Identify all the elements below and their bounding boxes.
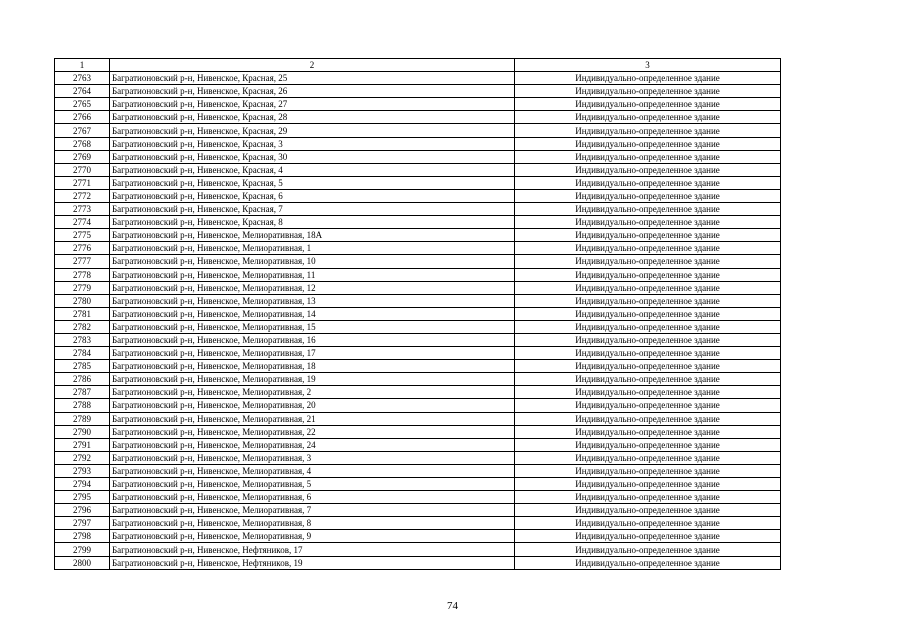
address-cell: Багратионовский р-н, Нивенское, Мелиоративная, 12 xyxy=(110,281,515,294)
object-type-cell: Индивидуально-определенное здание xyxy=(515,242,781,255)
object-type-cell: Индивидуально-определенное здание xyxy=(515,386,781,399)
object-type-cell: Индивидуально-определенное здание xyxy=(515,294,781,307)
page-number: 74 xyxy=(447,600,458,612)
row-number: 2779 xyxy=(55,281,110,294)
table-row xyxy=(55,517,781,530)
table-row xyxy=(55,137,781,150)
column-header-1: 1 xyxy=(55,59,110,72)
object-type-cell: Индивидуально-определенное здание xyxy=(515,478,781,491)
row-number: 2765 xyxy=(55,98,110,111)
row-number: 2766 xyxy=(55,111,110,124)
object-type-cell: Индивидуально-определенное здание xyxy=(515,333,781,346)
row-number: 2769 xyxy=(55,150,110,163)
address-cell: Багратионовский р-н, Нивенское, Мелиоративная, 3 xyxy=(110,451,515,464)
row-number: 2783 xyxy=(55,333,110,346)
table-row xyxy=(55,333,781,346)
object-type-cell: Индивидуально-определенное здание xyxy=(515,320,781,333)
address-cell: Багратионовский р-н, Нивенское, Красная, 27 xyxy=(110,98,515,111)
address-cell: Багратионовский р-н, Нивенское, Красная, 3 xyxy=(110,137,515,150)
table-row xyxy=(55,294,781,307)
row-number: 2798 xyxy=(55,530,110,543)
row-number: 2777 xyxy=(55,255,110,268)
object-type-cell: Индивидуально-определенное здание xyxy=(515,307,781,320)
row-number: 2772 xyxy=(55,189,110,202)
table-row xyxy=(55,307,781,320)
row-number: 2796 xyxy=(55,504,110,517)
address-cell: Багратионовский р-н, Нивенское, Мелиоративная, 18 xyxy=(110,360,515,373)
row-number: 2800 xyxy=(55,556,110,569)
address-cell: Багратионовский р-н, Нивенское, Мелиоративная, 11 xyxy=(110,268,515,281)
address-cell: Багратионовский р-н, Нивенское, Мелиоративная, 6 xyxy=(110,491,515,504)
row-number: 2790 xyxy=(55,425,110,438)
address-cell: Багратионовский р-н, Нивенское, Мелиоративная, 7 xyxy=(110,504,515,517)
object-type-cell: Индивидуально-определенное здание xyxy=(515,124,781,137)
object-type-cell: Индивидуально-определенное здание xyxy=(515,150,781,163)
row-number: 2770 xyxy=(55,163,110,176)
row-number: 2792 xyxy=(55,451,110,464)
row-number: 2793 xyxy=(55,464,110,477)
address-cell: Багратионовский р-н, Нивенское, Мелиоративная, 10 xyxy=(110,255,515,268)
table-row xyxy=(55,216,781,229)
address-cell: Багратионовский р-н, Нивенское, Нефтяников, 19 xyxy=(110,556,515,569)
object-type-cell: Индивидуально-определенное здание xyxy=(515,360,781,373)
row-number: 2763 xyxy=(55,72,110,85)
table-row xyxy=(55,320,781,333)
object-type-cell: Индивидуально-определенное здание xyxy=(515,425,781,438)
address-cell: Багратионовский р-н, Нивенское, Красная, 4 xyxy=(110,163,515,176)
object-type-cell: Индивидуально-определенное здание xyxy=(515,137,781,150)
address-cell: Багратионовский р-н, Нивенское, Красная, 30 xyxy=(110,150,515,163)
table-row xyxy=(55,478,781,491)
object-type-cell: Индивидуально-определенное здание xyxy=(515,111,781,124)
address-cell: Багратионовский р-н, Нивенское, Мелиоративная, 1 xyxy=(110,242,515,255)
column-header-2: 2 xyxy=(110,59,515,72)
table-row xyxy=(55,242,781,255)
table-row xyxy=(55,464,781,477)
row-number: 2789 xyxy=(55,412,110,425)
address-cell: Багратионовский р-н, Нивенское, Красная, 28 xyxy=(110,111,515,124)
address-cell: Багратионовский р-н, Нивенское, Красная, 26 xyxy=(110,85,515,98)
address-cell: Багратионовский р-н, Нивенское, Нефтяников, 17 xyxy=(110,543,515,556)
table-row xyxy=(55,386,781,399)
table-row xyxy=(55,347,781,360)
object-type-cell: Индивидуально-определенное здание xyxy=(515,268,781,281)
row-number: 2780 xyxy=(55,294,110,307)
address-cell: Багратионовский р-н, Нивенское, Мелиоративная, 13 xyxy=(110,294,515,307)
row-number: 2773 xyxy=(55,203,110,216)
row-number: 2774 xyxy=(55,216,110,229)
table-row xyxy=(55,281,781,294)
table-row xyxy=(55,255,781,268)
address-cell: Багратионовский р-н, Нивенское, Мелиоративная, 19 xyxy=(110,373,515,386)
row-number: 2799 xyxy=(55,543,110,556)
table-header-row xyxy=(55,59,781,72)
row-number: 2787 xyxy=(55,386,110,399)
table-row xyxy=(55,530,781,543)
table-row xyxy=(55,111,781,124)
address-cell: Багратионовский р-н, Нивенское, Мелиоративная, 24 xyxy=(110,438,515,451)
table-row xyxy=(55,491,781,504)
object-type-cell: Индивидуально-определенное здание xyxy=(515,163,781,176)
row-number: 2768 xyxy=(55,137,110,150)
object-type-cell: Индивидуально-определенное здание xyxy=(515,347,781,360)
row-number: 2775 xyxy=(55,229,110,242)
address-cell: Багратионовский р-н, Нивенское, Мелиоративная, 8 xyxy=(110,517,515,530)
object-type-cell: Индивидуально-определенное здание xyxy=(515,229,781,242)
object-type-cell: Индивидуально-определенное здание xyxy=(515,517,781,530)
object-type-cell: Индивидуально-определенное здание xyxy=(515,189,781,202)
address-cell: Багратионовский р-н, Нивенское, Мелиоративная, 4 xyxy=(110,464,515,477)
object-type-cell: Индивидуально-определенное здание xyxy=(515,530,781,543)
row-number: 2797 xyxy=(55,517,110,530)
object-type-cell: Индивидуально-определенное здание xyxy=(515,216,781,229)
address-cell: Багратионовский р-н, Нивенское, Красная, 7 xyxy=(110,203,515,216)
row-number: 2784 xyxy=(55,347,110,360)
object-type-cell: Индивидуально-определенное здание xyxy=(515,543,781,556)
object-type-cell: Индивидуально-определенное здание xyxy=(515,281,781,294)
object-type-cell: Индивидуально-определенное здание xyxy=(515,451,781,464)
object-type-cell: Индивидуально-определенное здание xyxy=(515,491,781,504)
row-number: 2791 xyxy=(55,438,110,451)
address-cell: Багратионовский р-н, Нивенское, Мелиоративная, 9 xyxy=(110,530,515,543)
table-body xyxy=(55,59,781,570)
address-cell: Багратионовский р-н, Нивенское, Мелиоративная, 14 xyxy=(110,307,515,320)
object-type-cell: Индивидуально-определенное здание xyxy=(515,72,781,85)
table-row xyxy=(55,176,781,189)
address-cell: Багратионовский р-н, Нивенское, Красная, 8 xyxy=(110,216,515,229)
address-cell: Багратионовский р-н, Нивенское, Мелиоративная, 22 xyxy=(110,425,515,438)
object-type-cell: Индивидуально-определенное здание xyxy=(515,412,781,425)
table-row xyxy=(55,268,781,281)
address-cell: Багратионовский р-н, Нивенское, Красная, 25 xyxy=(110,72,515,85)
object-type-cell: Индивидуально-определенное здание xyxy=(515,176,781,189)
address-cell: Багратионовский р-н, Нивенское, Красная, 5 xyxy=(110,176,515,189)
address-cell: Багратионовский р-н, Нивенское, Мелиоративная, 5 xyxy=(110,478,515,491)
table-row xyxy=(55,229,781,242)
object-type-cell: Индивидуально-определенное здание xyxy=(515,255,781,268)
object-type-cell: Индивидуально-определенное здание xyxy=(515,85,781,98)
address-cell: Багратионовский р-н, Нивенское, Мелиоративная, 18А xyxy=(110,229,515,242)
row-number: 2794 xyxy=(55,478,110,491)
table-row xyxy=(55,543,781,556)
row-number: 2776 xyxy=(55,242,110,255)
address-cell: Багратионовский р-н, Нивенское, Мелиоративная, 21 xyxy=(110,412,515,425)
object-type-cell: Индивидуально-определенное здание xyxy=(515,556,781,569)
table-row xyxy=(55,98,781,111)
table-row xyxy=(55,504,781,517)
address-cell: Багратионовский р-н, Нивенское, Мелиоративная, 15 xyxy=(110,320,515,333)
table-row xyxy=(55,438,781,451)
row-number: 2788 xyxy=(55,399,110,412)
table-row xyxy=(55,163,781,176)
table-row xyxy=(55,412,781,425)
object-type-cell: Индивидуально-определенное здание xyxy=(515,203,781,216)
row-number: 2767 xyxy=(55,124,110,137)
row-number: 2786 xyxy=(55,373,110,386)
row-number: 2782 xyxy=(55,320,110,333)
table-row xyxy=(55,360,781,373)
table-row xyxy=(55,373,781,386)
address-cell: Багратионовский р-н, Нивенское, Мелиоративная, 17 xyxy=(110,347,515,360)
table-row xyxy=(55,72,781,85)
row-number: 2764 xyxy=(55,85,110,98)
row-number: 2781 xyxy=(55,307,110,320)
object-type-cell: Индивидуально-определенное здание xyxy=(515,373,781,386)
column-header-3: 3 xyxy=(515,59,781,72)
table-row xyxy=(55,124,781,137)
table-row xyxy=(55,203,781,216)
row-number: 2785 xyxy=(55,360,110,373)
table-row xyxy=(55,451,781,464)
address-cell: Багратионовский р-н, Нивенское, Мелиоративная, 16 xyxy=(110,333,515,346)
address-cell: Багратионовский р-н, Нивенское, Красная, 29 xyxy=(110,124,515,137)
object-type-cell: Индивидуально-определенное здание xyxy=(515,504,781,517)
address-cell: Багратионовский р-н, Нивенское, Мелиоративная, 2 xyxy=(110,386,515,399)
row-number: 2795 xyxy=(55,491,110,504)
table-row xyxy=(55,85,781,98)
row-number: 2778 xyxy=(55,268,110,281)
address-cell: Багратионовский р-н, Нивенское, Красная, 6 xyxy=(110,189,515,202)
registry-table xyxy=(54,58,781,570)
table-row xyxy=(55,556,781,569)
object-type-cell: Индивидуально-определенное здание xyxy=(515,464,781,477)
table-row xyxy=(55,425,781,438)
table-row xyxy=(55,399,781,412)
object-type-cell: Индивидуально-определенное здание xyxy=(515,98,781,111)
address-cell: Багратионовский р-н, Нивенское, Мелиоративная, 20 xyxy=(110,399,515,412)
row-number: 2771 xyxy=(55,176,110,189)
table-row xyxy=(55,150,781,163)
object-type-cell: Индивидуально-определенное здание xyxy=(515,399,781,412)
object-type-cell: Индивидуально-определенное здание xyxy=(515,438,781,451)
table-row xyxy=(55,189,781,202)
